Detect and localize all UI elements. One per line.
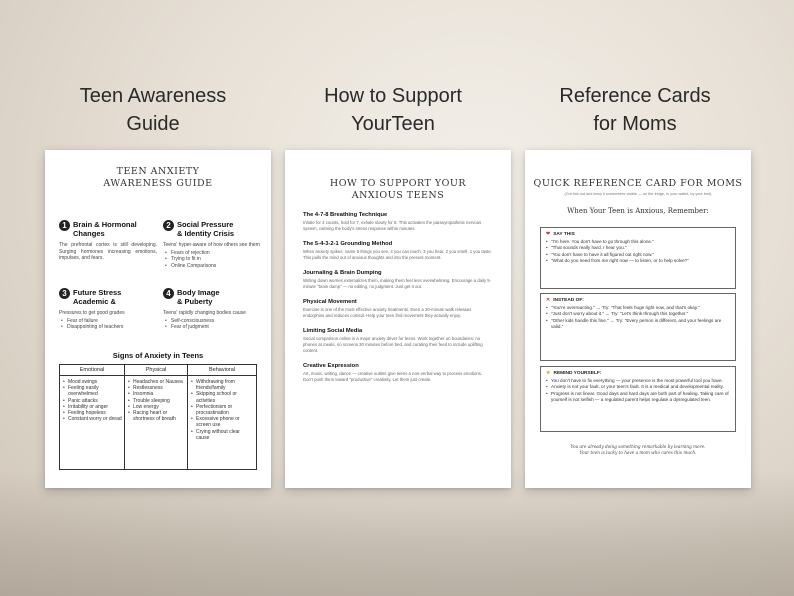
table-header: Behavioral — [188, 365, 257, 376]
table-header: Physical — [125, 365, 188, 376]
tip-body: The prefrontal cortex is still developing. Surging hormones increasing emotions, impulses, and fears. — [59, 242, 157, 261]
section-title: The 5-4-3-2-1 Grounding Method — [303, 241, 393, 247]
section-title: The 4-7-8 Breathing Technique — [303, 212, 388, 218]
box-title: INSTEAD OF: — [553, 297, 584, 303]
list-item: • Online Comparisons — [163, 263, 261, 270]
list-item: • Low energy — [127, 404, 185, 410]
behavioral-cell — [188, 376, 257, 470]
number-badge-icon: 1 — [59, 220, 70, 231]
section-journaling — [303, 270, 493, 290]
section-title: Physical Movement — [303, 299, 357, 305]
list-item: • Headaches or Nausea — [127, 379, 185, 385]
tip-list — [163, 250, 261, 270]
tip-title: Social Pressure & Identity Crisis — [177, 220, 235, 238]
list-item: • "You're overreacting." → Try: "That feels huge right now, and that's okay." — [546, 305, 730, 311]
list-item: • "I'm here. You don't have to go through this alone." — [546, 239, 730, 245]
list-item: • Fears of rejection — [163, 250, 261, 257]
table-header: Emotional — [60, 365, 125, 376]
reference-heading: When Your Teen is Anxious, Remember: — [567, 207, 709, 215]
awareness-guide-page — [45, 150, 271, 488]
section-body: Exercise is one of the most effective anxiety treatments. Even a 20-minute walk releases endorphins and reduces cortisol. Help your teen find movement they actually enjoy. — [303, 307, 472, 318]
list-item: • Insomnia — [127, 391, 185, 397]
box-title: SAY THIS — [553, 231, 575, 237]
list-item: • Irritability or anger — [62, 404, 122, 410]
tip-3 — [59, 288, 157, 331]
tip-4 — [163, 288, 261, 331]
tip-title: Brain & Hormonal Changes — [73, 220, 137, 238]
box-title: REMIND YOURSELF: — [553, 370, 602, 376]
section-body: Art, music, writing, dance — creative outlets give teens a non-verbal way to process emotions. Don't push them toward "productive" creativity. Let them just create. — [303, 371, 483, 382]
tip-title: Body Image & Puberty — [177, 288, 220, 306]
page-title: HOW TO SUPPORT YOUR ANXIOUS TEENS — [329, 178, 467, 201]
heart-icon: ❤ — [546, 231, 551, 237]
section-body: Inhale for 4 counts, hold for 7, exhale slowly for 8. This activates the parasympathetic nervous system, calming the body's stress response within minutes. — [303, 220, 482, 231]
section-body: Writing down worries externalizes them, making them feel less overwhelming. Encourage a daily 5-minute "brain dump" — no editing, no judgment. Just get it out. — [303, 278, 492, 289]
list-item: • Skipping school or activities — [190, 391, 254, 403]
list-item: • Trying to fit in — [163, 256, 261, 263]
list-item: • Perfectionism or procrastination — [190, 404, 254, 416]
list-item: • Withdrawing from friends/family — [190, 379, 254, 391]
page-subtitle: (Cut this out and keep it somewhere visible — on the fridge, in your wallet, by your bed) — [564, 192, 712, 196]
list-item: • Trouble sleeping — [127, 398, 185, 404]
list-item: • Fear of failure — [59, 318, 157, 325]
list-item: • Racing heart or shortness of breath — [127, 410, 185, 422]
list-item: • Progress is not linear. Good days and hard days are both part of healing. Taking care of yourself is not selfish — a regulated parent helps regulate a dysregulated teen. — [546, 391, 730, 404]
section-body: Social comparison online is a major anxiety driver for teens. Work together on boundaries: no phones at meals, no screens 30 minutes before bed, and curating their feed to include uplifting content. — [303, 336, 483, 353]
cross-icon: ✕ — [546, 297, 551, 303]
say-this-box — [540, 227, 736, 289]
list-item: • Mood swings — [62, 379, 122, 385]
tip-list — [163, 318, 261, 332]
list-item: • "That sounds really hard. I hear you." — [546, 245, 730, 251]
list-item: • "Other kids handle this fine." → Try: "Every person is different, and your feelings are valid." — [546, 318, 730, 331]
support-guide-page — [285, 150, 511, 488]
list-item: • Restlessness — [127, 385, 185, 391]
list-item: • Excessive phone or screen use — [190, 416, 254, 428]
tip-2 — [163, 220, 261, 270]
section-movement — [303, 299, 493, 319]
section-social-media — [303, 328, 493, 354]
tip-1 — [59, 220, 157, 262]
tip-list — [59, 318, 157, 332]
tip-title: Future Stress Academic & — [73, 288, 122, 306]
technique-sections — [303, 212, 493, 392]
list-item: • Crying without clear cause — [190, 429, 254, 441]
list-item: • Feeling hopeless — [62, 410, 122, 416]
remind-yourself-box — [540, 366, 736, 432]
number-badge-icon: 2 — [163, 220, 174, 231]
signs-table — [59, 364, 257, 470]
section-body: When anxiety spikes: name 5 things you see, 4 you can touch, 3 you hear, 2 you smell, 1 you taste. This pulls the mind out of anxious thoughts and into the present moment. — [303, 249, 492, 260]
list-item: • "What do you need from me right now — to listen, or to help solve?" — [546, 258, 730, 264]
physical-cell — [125, 376, 188, 470]
caption-reference-cards: Reference Cards for Moms — [559, 85, 711, 135]
list-item: • Anxiety is not your fault, or your teen's fault. It is a medical and developmental reality. — [546, 384, 730, 390]
list-item: • You don't have to fix everything — your presence is the most powerful tool you have. — [546, 378, 730, 384]
section-title: Creative Expression — [303, 363, 359, 369]
list-item: • Self-consciousness — [163, 318, 261, 325]
reference-card-page — [525, 150, 751, 488]
list-item: • "You don't have to have it all figured out right now." — [546, 252, 730, 258]
star-icon: ★ — [546, 370, 551, 376]
list-item: • Panic attacks — [62, 398, 122, 404]
emotional-cell — [60, 376, 125, 470]
tip-body: Pressures to get good grades — [59, 310, 125, 316]
section-breathing — [303, 212, 493, 232]
tip-body: Teens' rapidly changing bodies cause — [163, 310, 246, 316]
list-item: • Feeling easily overwhelmed — [62, 385, 122, 397]
section-title: Journaling & Brain Dumping — [303, 270, 382, 276]
list-item: • Constant worry or dread — [62, 416, 122, 422]
page-title: QUICK REFERENCE CARD FOR MOMS — [533, 178, 743, 189]
section-grounding — [303, 241, 493, 261]
caption-awareness-guide: Teen Awareness Guide — [79, 85, 227, 135]
instead-of-box — [540, 293, 736, 361]
list-item: • Fear of judgment — [163, 324, 261, 331]
footer-note: You are already doing something remarkable by learning more. Your teen is lucky to have a mom who cares this much. — [570, 444, 706, 455]
page-title: TEEN ANXIETY AWARENESS GUIDE — [103, 166, 213, 189]
list-item: • Disappointing of teachers — [59, 324, 157, 331]
tip-body: Teens' hyper-aware of how others see them — [163, 242, 260, 248]
section-creative — [303, 363, 493, 383]
number-badge-icon: 4 — [163, 288, 174, 299]
section-title: Limiting Social Media — [303, 328, 363, 334]
number-badge-icon: 3 — [59, 288, 70, 299]
signs-title: Signs of Anxiety in Teens — [112, 351, 204, 360]
caption-support-teen: How to Support YourTeen — [324, 85, 462, 135]
background-shadow — [0, 470, 794, 596]
list-item: • "Just don't worry about it." → Try: "Let's think through this together." — [546, 311, 730, 317]
